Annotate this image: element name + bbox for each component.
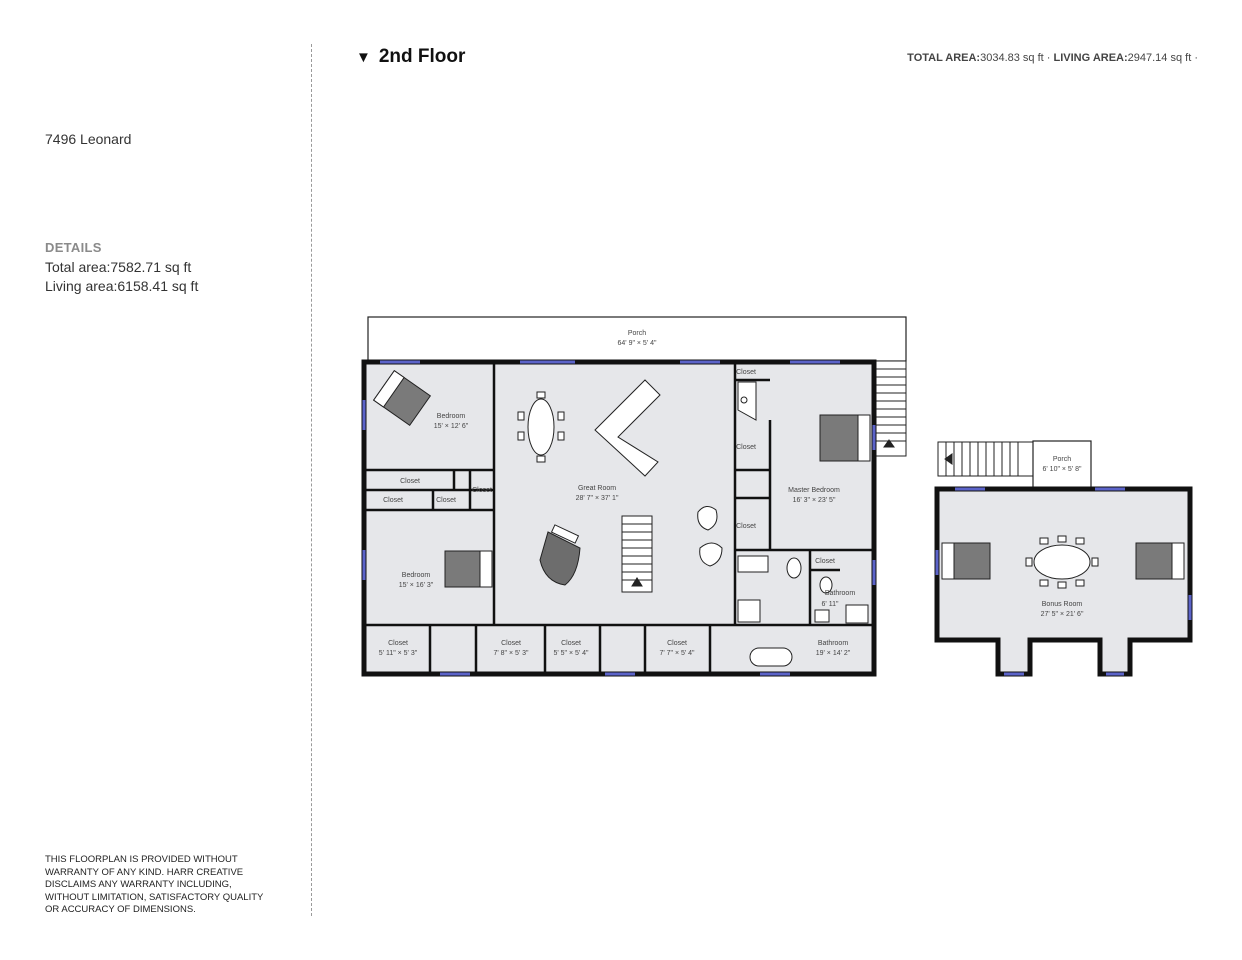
disclaimer-text: THIS FLOORPLAN IS PROVIDED WITHOUT WARRANTY OF ANY KIND. HARR CREATIVE DISCLAIMS ANY WARRANTY INCLUDING, WITHOUT LIMITATION, SATISFACTORY QUALITY OR ACCURACY OF DIMENSIONS. bbox=[45, 854, 264, 915]
property-address: 7496 Leonard bbox=[45, 131, 132, 147]
closet-top-name: Closet bbox=[736, 369, 756, 376]
floor-name: 2nd Floor bbox=[378, 46, 466, 67]
living-area-label: LIVING AREA: bbox=[1053, 52, 1128, 64]
exterior-stairs-right bbox=[872, 361, 906, 456]
porch-top-name: Porch bbox=[627, 330, 647, 337]
bonus-room-dims: 27' 5" × 21' 6" bbox=[1040, 611, 1084, 618]
bed-bonus-left bbox=[942, 543, 990, 579]
closet-s1-dims: 5' 11" × 5' 3" bbox=[378, 650, 418, 657]
porch-annex-name: Porch bbox=[1052, 456, 1072, 463]
bed-bonus-right bbox=[1136, 543, 1184, 579]
closet-wall-b-name: Closet bbox=[736, 523, 756, 530]
master-bedroom-dims: 16' 3" × 23' 5" bbox=[792, 497, 836, 504]
bed-master-bedroom bbox=[820, 415, 870, 461]
interior-stairs bbox=[622, 516, 652, 592]
master-bedroom-name: Master Bedroom bbox=[788, 487, 840, 494]
total-area-label: TOTAL AREA: bbox=[907, 52, 981, 64]
bed-bedroom-sw bbox=[445, 551, 492, 587]
closet-wall-a-name: Closet bbox=[736, 444, 756, 451]
annex-stairs bbox=[938, 442, 1033, 476]
closet-s3-dims: 5' 5" × 5' 4" bbox=[553, 650, 589, 657]
total-area-value: 3034.83 sq ft bbox=[980, 52, 1044, 64]
bedroom-sw-dims: 15' × 16' 3" bbox=[398, 582, 434, 589]
total-area-detail: Total area:7582.71 sq ft bbox=[45, 259, 192, 275]
bonus-room-name: Bonus Room bbox=[1041, 601, 1083, 608]
porch-annex-dims: 6' 10" × 5' 8" bbox=[1042, 466, 1082, 473]
bedroom-nw-dims: 15' × 12' 6" bbox=[433, 423, 469, 430]
porch-top-dims: 64' 9" × 5' 4" bbox=[617, 340, 657, 347]
details-heading: DETAILS bbox=[45, 240, 102, 255]
closet-nw-d-name: Closet bbox=[472, 487, 492, 494]
closet-s4-dims: 7' 7" × 5' 4" bbox=[659, 650, 695, 657]
bathroom-large-name: Bathroom bbox=[817, 640, 849, 647]
area-separator: · bbox=[1043, 52, 1054, 64]
closet-s4-name: Closet bbox=[667, 640, 687, 647]
living-area-value: 2947.14 sq ft bbox=[1127, 52, 1192, 64]
closet-s3-name: Closet bbox=[561, 640, 581, 647]
closet-bath-name: Closet bbox=[815, 558, 835, 565]
triangle-down-icon: ▼ bbox=[356, 49, 371, 66]
closet-s2-dims: 7' 8" × 5' 3" bbox=[493, 650, 529, 657]
area-trailing-dot: · bbox=[1191, 52, 1198, 64]
annex-porch-area bbox=[1033, 441, 1091, 489]
great-room-name: Great Room bbox=[577, 485, 617, 492]
closet-s1-name: Closet bbox=[388, 640, 408, 647]
bathroom-small-dims: 6' 11" bbox=[821, 601, 839, 608]
closet-nw-a-name: Closet bbox=[400, 478, 420, 485]
porch-top-area bbox=[368, 317, 906, 361]
closet-nw-b-name: Closet bbox=[383, 497, 403, 504]
closet-nw-c-name: Closet bbox=[436, 497, 456, 504]
great-room-dims: 28' 7" × 37' 1" bbox=[575, 495, 619, 502]
living-area-detail: Living area:6158.41 sq ft bbox=[45, 278, 199, 294]
bathroom-large-dims: 19' × 14' 2" bbox=[815, 650, 851, 657]
closet-s2-name: Closet bbox=[501, 640, 521, 647]
bedroom-nw-name: Bedroom bbox=[436, 413, 466, 420]
bathroom-small-name: Bathroom bbox=[824, 590, 856, 597]
bedroom-sw-name: Bedroom bbox=[401, 572, 431, 579]
